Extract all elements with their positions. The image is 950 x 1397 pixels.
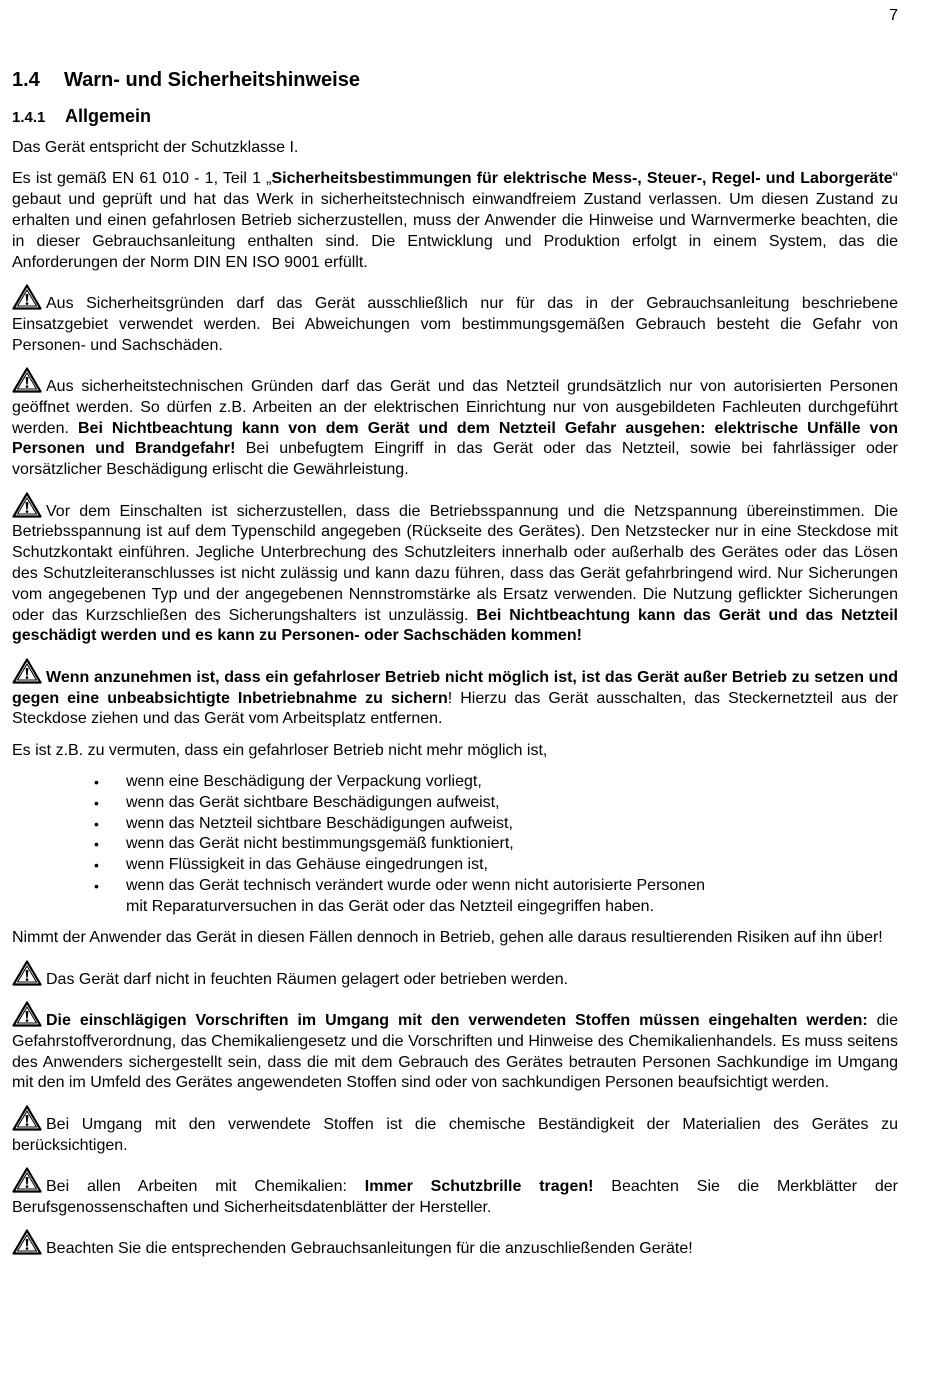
bold-span: Wenn anzunehmen ist, dass ein gefahrloser Betrieb nicht möglich ist, ist das Gerät außer Betrieb zu setzen und gegen eine unbeabsichtigte Inbetriebnahme zu sichern (12, 668, 898, 707)
bold-span: Sicherheitsbestimmungen für elektrische Mess-, Steuer-, Regel- und Laborgeräte (271, 170, 893, 188)
bold-span: Immer Schutzbrille tragen! (364, 1178, 594, 1195)
paragraph-standard (12, 169, 898, 273)
bold-span: Die einschlägigen Vorschriften im Umgang mit den verwendeten Stoffen müssen eingehalten werden: (46, 1012, 868, 1030)
bullet-icon: • (94, 815, 99, 832)
section-heading (12, 68, 360, 92)
warning-triangle-icon (12, 1167, 42, 1193)
section-title: Warn- und Sicherheitshinweise (64, 69, 360, 91)
warning-triangle-icon (12, 1229, 42, 1255)
list-item-text: wenn das Netzteil sichtbare Beschädigungen aufweist, (126, 814, 513, 832)
document-body (12, 138, 898, 1271)
list-item (12, 793, 898, 814)
warning-triangle-icon (12, 658, 42, 684)
text-span: Bei unbefugtem Eingriff in das Gerät oder das Netzteil, sowie bei fahrlässiger oder vorsätzlicher Beschädigung erlischt die Gewährleistung. (12, 440, 899, 479)
warning-paragraph-goggles (12, 1167, 898, 1219)
list-item-text: wenn das Gerät nicht bestimmungsgemäß funktioniert, (126, 835, 514, 853)
page-number: 7 (889, 7, 898, 24)
text-span: Es ist gemäß EN 61 010 - 1, Teil 1 „ (12, 170, 272, 188)
text-span: Aus sicherheitstechnischen Gründen darf das Gerät und das Netzteil grundsätzlich nur von autorisierten Personen geöffnet werden. So dürfen z.B. Arbeiten an der elektrischen Einrichtung nur von ausgebildeten Fachleuten durchgeführt werden. (12, 377, 898, 437)
text-span: ! Hierzu das Gerät ausschalten, das Steckernetzteil aus der Steckdose ziehen und das Gerät vom Arbeitsplatz entfernen. (12, 689, 899, 728)
subsection-number: 1.4.1 (12, 109, 46, 126)
warning-paragraph-opening (12, 367, 898, 481)
warning-triangle-icon (12, 960, 42, 986)
paragraph-risk: Nimmt der Anwender das Gerät in diesen Fällen dennoch in Betrieb, gehen alle daraus resultierenden Risiken auf ihn über! (12, 929, 883, 947)
bold-span: Bei Nichtbeachtung kann von dem Gerät und dem Netzteil Gefahr ausgehen: elektrische Unfälle von Personen und Brandgefahr! (12, 419, 898, 458)
text-span: Bei Umgang mit den verwendete Stoffen ist die chemische Beständigkeit der Materialien des Gerätes zu berücksichtigen. (12, 1115, 898, 1154)
warning-triangle-icon (12, 492, 42, 518)
text-span: Beachten Sie die Merkblätter der Berufsgenossenschaften und Sicherheitsdatenblätter der Hersteller. (12, 1178, 898, 1216)
paragraph-protection-class: Das Gerät entspricht der Schutzklasse I. (12, 139, 299, 156)
subsection-heading (12, 105, 151, 129)
text-span: Bei allen Arbeiten mit Chemikalien: (46, 1178, 365, 1195)
warning-triangle-icon (12, 284, 42, 310)
text-span: die Gefahrstoffverordnung, das Chemikaliengesetz und die Vorschriften und Hinweise des Chemikalienhandels. Es muss seitens des Anwenders sichergestellt sein, dass die mit dem Gebrauch des Gerätes betrauten Personen Sachkundige im Umgang mit den im Umfeld des Gerätes angewendeten Stoffen sind oder von sachkundigen Personen beaufsichtigt werden. (12, 1012, 899, 1092)
section-number: 1.4 (12, 69, 40, 91)
warning-triangle-icon (12, 1001, 42, 1027)
warning-paragraph-regulations (12, 1001, 898, 1094)
text-span: Beachten Sie die entsprechenden Gebrauchsanleitungen für die anzuschließenden Geräte! (46, 1240, 693, 1258)
subsection-title: Allgemein (65, 106, 152, 126)
list-item (12, 834, 898, 855)
bullet-icon: • (94, 878, 99, 895)
warning-paragraph-voltage (12, 492, 898, 648)
list-item (12, 855, 898, 876)
bold-span: Bei Nichtbeachtung kann das Gerät und das Netzteil geschädigt werden und es kann zu Personen- oder Sachschäden kommen! (12, 606, 898, 645)
bullet-icon: • (94, 774, 99, 791)
warning-paragraph-usage (12, 284, 898, 356)
bullet-icon: • (94, 794, 99, 811)
text-span: Das Gerät darf nicht in feuchten Räumen gelagert oder betrieben werden. (46, 970, 569, 988)
bullet-icon: • (94, 836, 99, 853)
text-span: Vor dem Einschalten ist sicherzustellen, dass die Betriebsspannung und die Netzspannung übereinstimmen. Die Betriebsspannung ist auf dem Typenschild angegeben (Rückseite des Gerätes). Den Netzstecker nur in eine Steckdose mit Schutzkontakt einführen. Jegliche Unterbrechung des Schutzleiters innerhalb oder außerhalb des Gerätes oder das Lösen des Schutzleiteranschlusses ist nicht zulässig und kann dazu führen, dass das Gerät gefahrbringend wird. Nur Sicherungen vom angegebenen Typ und der angegebenen Nennstromstärke als Ersatz verwenden. Die Nutzung geflickter Sicherungen oder das Kurzschließen des Sicherungshalters ist unzulässig. (12, 502, 898, 624)
list-item-text: wenn Flüssigkeit in das Gehäuse eingedrungen ist, (126, 856, 488, 874)
warning-triangle-icon (12, 1105, 42, 1131)
bullet-icon: • (94, 857, 99, 874)
warning-triangle-icon (12, 367, 42, 393)
warning-paragraph-manuals (12, 1229, 898, 1260)
warning-paragraph-shutdown (12, 658, 898, 730)
text-span: “ gebaut und geprüft und hat das Werk in sicherheitstechnisch einwandfreiem Zustand verlassen. Um diesen Zustand zu erhalten und einen gefahrlosen Betrieb sicherzustellen, muss der Anwender die Hinweise und Warnvermerke beachten, die in dieser Gebrauchsanleitung enthalten sind. Die Entwicklung und Produktion erfolgt in einem System, das die Anforderungen der Norm DIN EN ISO 9001 erfüllt. (12, 170, 898, 271)
list-item-text: wenn das Gerät technisch verändert wurde oder wenn nicht autorisierte Personen (126, 877, 705, 895)
list-item-text: wenn eine Beschädigung der Verpackung vorliegt, (126, 773, 482, 791)
list-item (12, 876, 898, 918)
list-item-text: wenn das Gerät sichtbare Beschädigungen aufweist, (126, 793, 500, 811)
list-item (12, 814, 898, 835)
bullet-list (12, 772, 898, 918)
text-span: Aus Sicherheitsgründen darf das Gerät ausschließlich nur für das in der Gebrauchsanleitung beschriebene Einsatzgebiet verwendet werden. Bei Abweichungen vom bestimmungsgemäßen Gebrauch besteht die Gefahr von Personen- und Sachschäden. (12, 294, 898, 354)
warning-paragraph-humidity (12, 960, 898, 991)
list-item (12, 772, 898, 793)
list-item-continuation: mit Reparaturversuchen in das Gerät oder das Netzteil eingegriffen haben. (126, 897, 655, 915)
warning-paragraph-resistance (12, 1105, 898, 1157)
paragraph-presumption: Es ist z.B. zu vermuten, dass ein gefahrloser Betrieb nicht mehr möglich ist, (12, 741, 548, 759)
